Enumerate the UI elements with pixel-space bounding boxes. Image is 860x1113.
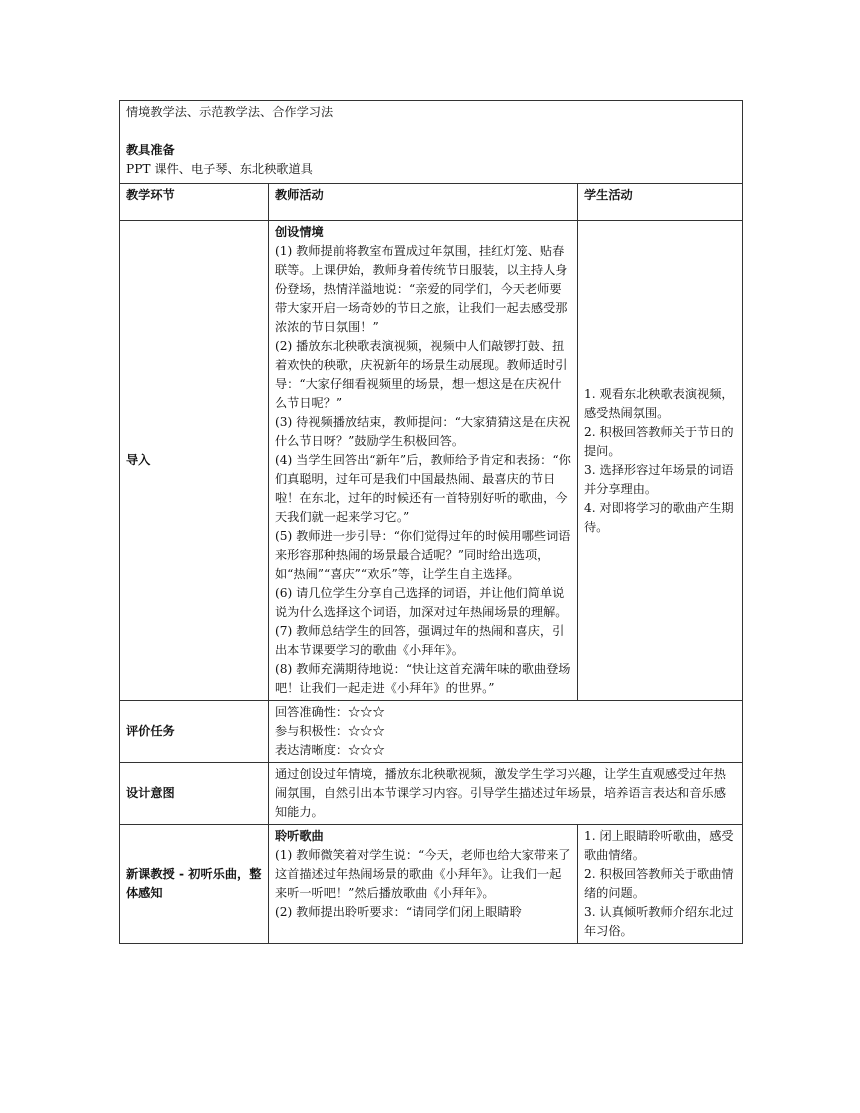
design-text: 通过创设过年情境，播放东北秧歌视频，激发学生学习兴趣，让学生直观感受过年热闹氛围，自然引出本节课学习内容。引导学生描述过年场景，培养语言表达和音乐感知能力。 — [269, 763, 743, 825]
design-row — [120, 763, 743, 825]
tools-list: PPT 课件、电子琴、东北秧歌道具 — [126, 162, 313, 176]
newlesson-row — [120, 825, 743, 944]
header-student: 学生活动 — [578, 184, 743, 221]
newlesson-student-item: 1. 闭上眼睛聆听歌曲，感受歌曲情绪。 — [584, 829, 734, 862]
evaluation-row — [120, 701, 743, 763]
newlesson-student-cell — [578, 825, 743, 944]
intro-teacher-step: (8) 教师充满期待地说：“快让这首充满年味的歌曲登场吧！让我们一起走进《小拜年》的世界。” — [275, 662, 571, 695]
newlesson-teacher-step: (1) 教师微笑着对学生说：“今天，老师也给大家带来了这首描述过年热闹场景的歌曲《小拜年》。让我们一起来听一听吧！”然后播放歌曲《小拜年》。 — [275, 848, 571, 900]
intro-student-item: 3. 选择形容过年场景的词语并分享理由。 — [584, 462, 734, 496]
intro-teacher-step: (7) 教师总结学生的回答，强调过年的热闹和喜庆，引出本节课要学习的歌曲《小拜年》。 — [275, 624, 565, 657]
evaluation-item: 表达清晰度：☆☆☆ — [275, 743, 385, 757]
evaluation-label: 评价任务 — [120, 701, 269, 763]
newlesson-teacher-cell — [269, 825, 578, 944]
evaluation-item: 参与积极性：☆☆☆ — [275, 724, 385, 738]
newlesson-label: 新课教授 - 初听乐曲，整体感知 — [120, 825, 269, 944]
intro-student-item: 2. 积极回答教师关于节日的提问。 — [584, 424, 734, 458]
intro-student-cell — [578, 221, 743, 701]
header-teacher: 教师活动 — [269, 184, 578, 221]
intro-teacher-cell — [269, 221, 578, 701]
newlesson-student-item: 2. 积极回答教师关于歌曲情绪的问题。 — [584, 867, 734, 900]
evaluation-item: 回答准确性：☆☆☆ — [275, 705, 385, 719]
intro-teacher-step: (4) 当学生回答出“新年”后，教师给予肯定和表扬：“你们真聪明，过年可是我们中国最热闹、最喜庆的节日啦！在东北，过年的时候还有一首特别好听的歌曲，今天我们就一起来学习它。” — [275, 453, 571, 524]
intro-teacher-step: (2) 播放东北秧歌表演视频，视频中人们敲锣打鼓、扭着欢快的秧歌，庆祝新年的场景生动展现。教师适时引导：“大家仔细看视频里的场景，想一想这是在庆祝什么节日呢？” — [275, 339, 568, 410]
design-label: 设计意图 — [120, 763, 269, 825]
header-stage: 教学环节 — [120, 184, 269, 221]
intro-teacher-step: (5) 教师进一步引导：“你们觉得过年的时候用哪些词语来形容那种热闹的场景最合适呢？”同时给出选项，如“热闹”“喜庆”“欢乐”等，让学生自主选择。 — [275, 529, 571, 581]
intro-student-item: 4. 对即将学习的歌曲产生期待。 — [584, 500, 734, 534]
newlesson-teacher-step: (2) 教师提出聆听要求：“请同学们闭上眼睛聆 — [275, 905, 522, 919]
intro-title: 创设情境 — [275, 225, 324, 239]
teaching-methods: 情境教学法、示范教学法、合作学习法 — [126, 105, 334, 119]
intro-teacher-step: (1) 教师提前将教室布置成过年氛围，挂红灯笼、贴春联等。上课伊始，教师身着传统节日服装，以主持人身份登场，热情洋溢地说：“亲爱的同学们，今天老师要带大家开启一场奇妙的节日之旅，让我们一起去感受那浓浓的节日氛围！” — [275, 244, 568, 334]
newlesson-title: 聆听歌曲 — [275, 829, 324, 843]
top-info-row — [120, 101, 743, 184]
intro-student-item: 1. 观看东北秧歌表演视频，感受热闹氛围。 — [584, 386, 734, 420]
intro-teacher-step: (3) 待视频播放结束，教师提问：“大家猜猜这是在庆祝什么节日呀？”鼓励学生积极回答。 — [275, 415, 571, 448]
intro-teacher-step: (6) 请几位学生分享自己选择的词语，并让他们简单说说为什么选择这个词语，加深对过年热闹场景的理解。 — [275, 586, 568, 619]
evaluation-cell — [269, 701, 743, 763]
intro-label: 导入 — [120, 221, 269, 701]
table-header-row — [120, 184, 743, 221]
lesson-plan-table — [119, 100, 743, 944]
tools-heading: 教具准备 — [126, 143, 175, 157]
intro-row — [120, 221, 743, 701]
newlesson-student-item: 3. 认真倾听教师介绍东北过年习俗。 — [584, 905, 734, 938]
